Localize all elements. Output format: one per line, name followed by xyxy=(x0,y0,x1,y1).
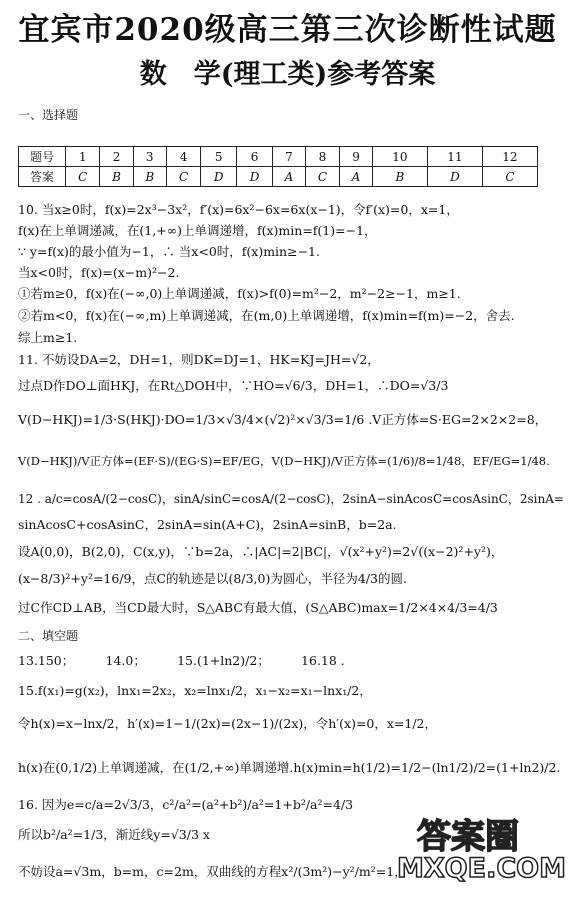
solution-line: ②若m<0，f(x)在(−∞,m)上单调递减，在(m,0)上单调递增，f(x)min=f(m)=−2，舍去. xyxy=(18,308,515,323)
table-cell-answer: A xyxy=(340,167,373,187)
solution-line: 综上m≥1. xyxy=(18,330,78,345)
solution-line: 不妨设a=√3m，b=m，c=2m，双曲线的方程x²/(3m²)−y²/m²=1， xyxy=(18,864,407,879)
table-cell-answer: C xyxy=(305,167,339,187)
table-cell-number: 9 xyxy=(340,147,373,167)
table-header-number: 题号 xyxy=(19,147,66,167)
table-cell-number: 3 xyxy=(133,147,166,167)
answer-table xyxy=(18,146,538,187)
table-cell-answer: B xyxy=(372,167,427,187)
table-cell-number: 4 xyxy=(166,147,200,167)
solution-line: f(x)在上单调递减，在(1,+∞)上单调递增，f(x)min=f(1)=−1， xyxy=(18,223,377,238)
table-cell-answer: D xyxy=(237,167,273,187)
table-cell-answer: A xyxy=(273,167,306,187)
table-cell-number: 7 xyxy=(273,147,306,167)
table-cell-answer: D xyxy=(427,167,482,187)
table-cell-number: 2 xyxy=(100,147,133,167)
solution-line: 10. 当x≥0时，f(x)=2x³−3x²，f′(x)=6x²−6x=6x(x−1)，令f′(x)=0，x=1， xyxy=(18,202,459,217)
solution-line: 设A(0,0)，B(2,0)，C(x,y)，∵b=2a，∴|AC|=2|BC|，√(x²+y²)=2√((x−2)²+y²)， xyxy=(18,544,504,559)
table-cell-answer: D xyxy=(201,167,237,187)
document-subtitle: 数 学(理工类)参考答案 xyxy=(139,59,436,90)
table-cell-number: 5 xyxy=(201,147,237,167)
table-row-numbers xyxy=(19,147,538,167)
document-title: 宜宾市2020级高三第三次诊断性试题 xyxy=(18,12,557,48)
solution-line: 15.f(x₁)=g(x₂)，lnx₁=2x₂，x₂=lnx₁/2，x₁−x₂=x₁−lnx₁/2， xyxy=(18,683,372,698)
solution-line: sinAcosC+cosAsinC，2sinA=sin(A+C)，2sinA=sinB，b=2a. xyxy=(18,517,397,532)
table-cell-number: 11 xyxy=(427,147,482,167)
section-heading-fill: 二、填空题 xyxy=(18,629,79,643)
solution-line: (x−8/3)²+y²=16/9，点C的轨迹是以(8/3,0)为圆心，半径为4/3的圆. xyxy=(18,571,407,586)
table-cell-number: 12 xyxy=(482,147,537,167)
section-heading-choice: 一、选择题 xyxy=(18,108,79,122)
solution-line: 13.150； 14.0； 15.(1+ln2)/2； 16.18 . xyxy=(18,653,345,668)
solution-line: 过点D作DO⊥面HKJ，在Rt△DOH中，∵HO=√6/3，DH=1，∴DO=√3/3 xyxy=(18,378,449,393)
table-row-answers xyxy=(19,167,538,187)
table-cell-number: 8 xyxy=(305,147,339,167)
watermark-logo xyxy=(397,809,567,887)
table-cell-answer: C xyxy=(66,167,100,187)
solution-line: 16. 因为e=c/a=2√3/3，c²/a²=(a²+b²)/a²=1+b²/a²=4/3 xyxy=(18,797,354,812)
table-cell-answer: C xyxy=(166,167,200,187)
solution-line: 所以b²/a²=1/3，渐近线y=√3/3 x xyxy=(18,827,210,842)
solution-line: 当x<0时，f(x)=(x−m)²−2. xyxy=(18,265,180,280)
table-cell-answer: C xyxy=(482,167,537,187)
table-cell-answer: B xyxy=(100,167,133,187)
solution-line: V(D−HKJ)/V正方体=(EF·S)/(EG·S)=EF/EG，V(D−HKJ)/V正方体=(1/6)/8=1/48，EF/EG=1/48. xyxy=(18,454,550,468)
solution-line: 12 . a/c=cosA/(2−cosC)，sinA/sinC=cosA/(2−cosC)，2sinA−sinAcosC=cosAsinC，2sinA= xyxy=(18,492,564,506)
solution-line: 令h(x)=x−lnx/2，h′(x)=1−1/(2x)=(2x−1)/(2x)，令h′(x)=0，x=1/2， xyxy=(18,716,438,731)
solution-line: ①若m≥0，f(x)在(−∞,0)上单调递减，f(x)>f(0)=m²−2，m²−2≥−1，m≥1. xyxy=(18,286,461,301)
watermark-top-text: 答案圈 xyxy=(417,817,519,857)
solution-line: ∵ y=f(x)的最小值为−1，∴ 当x<0时，f(x)min≥−1. xyxy=(18,244,320,259)
table-cell-answer: B xyxy=(133,167,166,187)
table-header-answer: 答案 xyxy=(19,167,66,187)
solution-line: h(x)在(0,1/2)上单调递减，在(1/2,+∞)单调递增.h(x)min=h(1/2)=1/2−(ln1/2)/2=(1+ln2)/2. xyxy=(18,760,561,775)
table-cell-number: 1 xyxy=(66,147,100,167)
table-cell-number: 6 xyxy=(237,147,273,167)
table-cell-number: 10 xyxy=(372,147,427,167)
solution-line: V(D−HKJ)=1/3·S(HKJ)·DO=1/3×√3/4×(√2)²×√3/3=1/6 .V正方体=S·EG=2×2×2=8， xyxy=(18,412,548,427)
solution-line: 过C作CD⊥AB，当CD最大时，S△ABC有最大值，(S△ABC)max=1/2×4×4/3=4/3 xyxy=(18,600,498,615)
solution-line: 11. 不妨设DA=2，DH=1，则DK=DJ=1，HK=KJ=JH=√2， xyxy=(18,352,380,367)
watermark-bottom-text: MXQE.COM xyxy=(397,853,566,884)
